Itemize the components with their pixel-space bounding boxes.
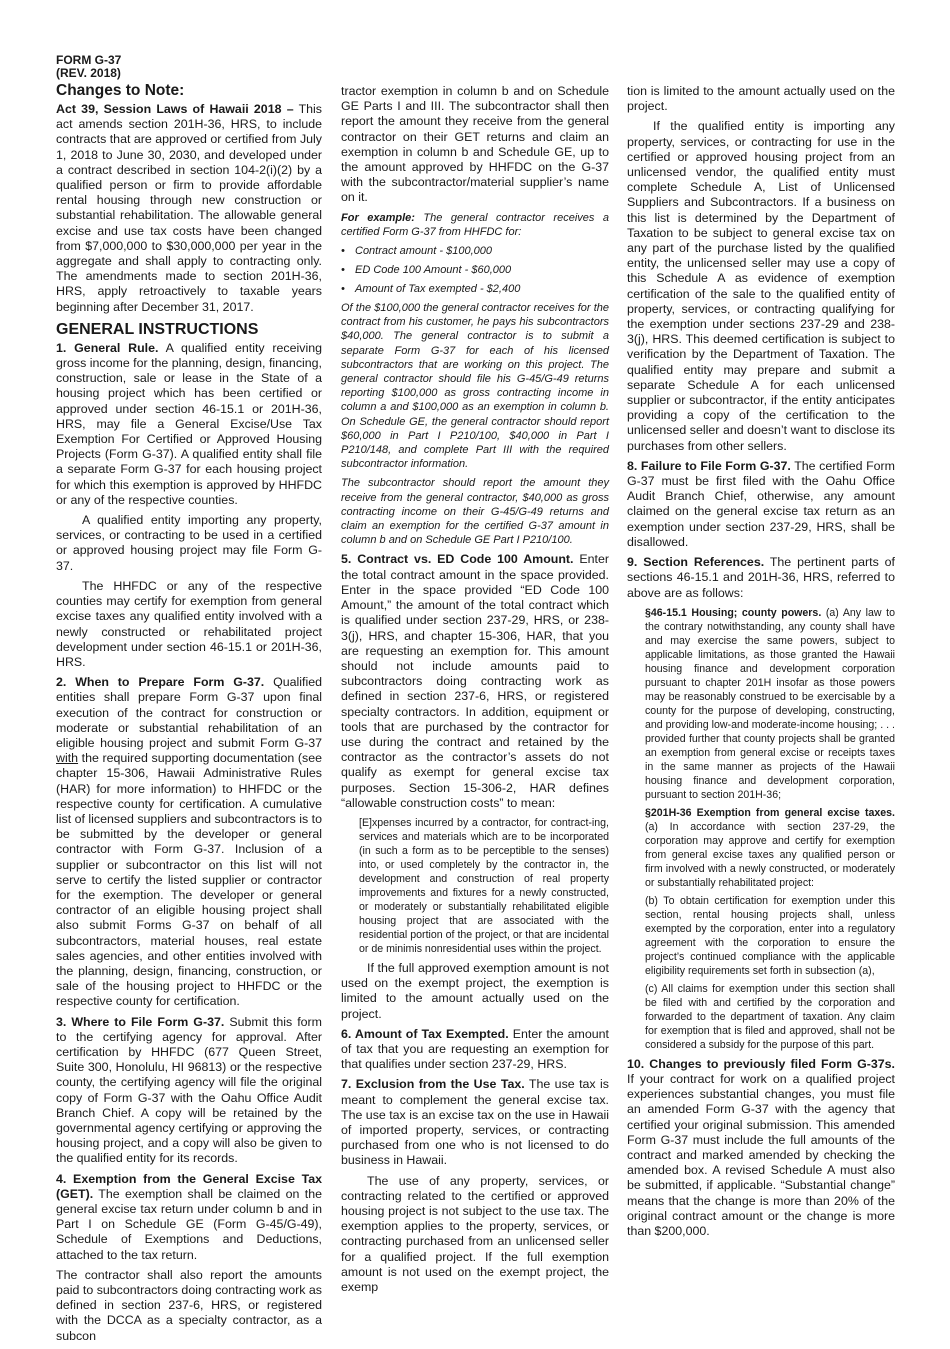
example-paragraph-1: Of the $100,000 the general contractor receives for the contract from his customer, he pays his subcontractors $40,000. The general contractor is to submit a separate Form G-37 for each of his licensed subcontractors that are working on this project. The general contractor should file his G-45/G-49 returns reporting $100,000 as gross contracting income in column a and $100,000 as an exemption in column b. On Schedule GE, the general contractor should report $60,000 in Part I P210/100, $40,000 in Part I P210/148, and complete Part III with the required subcontractor information. [341, 302, 609, 471]
section-7-text: The use tax is meant to complement the general excise tax. The use tax is an excise tax on the use in Hawaii of imported property, services, or contracting purchased from one who is not licensed to do business in Hawaii. [341, 1077, 609, 1168]
statute-201h-36-c: (c) All claims for exemption under this section shall be filed with and certified by the corporation and forwarded to the department of taxation. Any claim for exemption that is filed and approved, shall not be considered a subsidy for the purpose of this part. [645, 982, 895, 1051]
statute-46-15-1-heading: §46-15.1 Housing; county powers. [645, 606, 822, 619]
example-bullet [341, 282, 609, 296]
statute-201h-36-heading: §201H-36 Exemption from general excise taxes. [645, 806, 895, 819]
section-2-underlined-with: with [56, 751, 79, 766]
section-4-text-2-part-2: tractor exemption in column b and on Schedule GE Parts I and III. The subcontractor shall then report the amount they receive from the general contractor on their GET returns and claim an exemption in column b and Schedule GE, up to the amount approved by HHFDC on the G-37 with the subcontractor/material supplier’s name on it. [341, 84, 609, 205]
example-bullet [341, 244, 609, 258]
changes-text: This act amends section 201H-36, HRS, to include contracts that are approved or certified from July 1, 2018 to June 30, 2030, and developed under a contract described in section 104-2(i)(2) by a qualified person or firm to provide affordable rental housing through new construction or substantial rehabilitation. The allowable general excise and use tax costs have been changed from $7,000,000 to $30,000,000 per year in the aggregate and shall apply to contracting only. The amendments made to section 201H-36, HRS, apply retroactively to taxable years beginning after December 31, 2017. [56, 102, 322, 314]
section-9-text: The pertinent parts of sections 46-15.1 and 201H-36, HRS, referred to above are as follows: [627, 555, 895, 600]
form-header [56, 54, 121, 80]
section-3-heading: 3. Where to File Form G-37. [56, 1014, 225, 1029]
section-8-paragraph [627, 459, 895, 550]
section-1-paragraph-2: A qualified entity importing any property, services, or contracting to be used in a certified or approved housing project may file Form G-37. [56, 513, 322, 573]
section-4-paragraph [56, 1172, 322, 1263]
section-1-paragraph [56, 341, 322, 508]
statute-46-15-1-text: (a) Any law to the contrary notwithstanding, any county shall have and may exercise the same powers, subject to applicable limitations, as those granted the Hawaii housing finance and development corporation pursuant to chapter 201H insofar as those powers may be reasonably construed to be exercisable by a county for the purpose of developing, constructing, and providing low-and moderate-income housing; . . . provided further that county projects shall be granted an exemption from general excise or receipts taxes in the same manner as projects of the Hawaii housing finance and development corporation, pursuant to section 201H-36; [645, 606, 895, 801]
section-5-paragraph-2: If the full approved exemption amount is not used on the exempt project, the exemption is limited to the amount actually used on the project. [341, 960, 609, 1021]
section-3-text: Submit this form to the certifying agency for approval. After certification by HHFDC (677 Queen Street, Suite 300, Honolulu, HI 96813) or the respective county, the certifying agency will file the original copy of Form G-37 with the Oahu Office Audit Branch Chief. A copy will be retained by the governmental agency certifying or approving the housing project, and a copy will also be given to the qualified entity for its records. [56, 1014, 322, 1166]
column-middle [341, 84, 609, 1300]
changes-title: Changes to Note: [56, 82, 185, 99]
section-10-text: If your contract for work on a qualified project experiences substantial changes, you must file an amended Form G-37 with the agency that certified your original submission. This amended Form G-37 must include the full amounts of the contract and marked amended by checking the amended box. A revised Schedule A must also be submitted, if applicable. “Substantial change” means that the change is more than 20% of the original contract amount or the change is more than $200,000. [627, 1071, 895, 1238]
section-8-text: The certified Form G-37 must be first filed with the Oahu Office Audit Branch Chief, otherwise, any amount claimed on the general excise tax return as an exemption under section 237-29, HRS, shall be disallowed. [627, 458, 895, 549]
example-bullet [341, 263, 609, 277]
section-4-text-2-part-1: The contractor shall also report the amounts paid to subcontractors doing contracting work as defined in section 237-6, HRS, or registered with the DCCA as a specialty contractor, as a subcon [56, 1267, 322, 1343]
section-1-paragraph-3: The HHFDC or any of the respective counties may certify for exemption from general excise taxes any qualified entity involved with a newly constructed or rehabilitated project development under section 46-15.1 or 201H-36, HRS. [56, 578, 322, 669]
section-6-heading: 6. Amount of Tax Exempted. [341, 1026, 509, 1041]
example-intro [341, 211, 609, 239]
statute-201h-36-text: (a) In accordance with section 237-29, the corporation may approve and certify for exemption from general excise taxes any qualified person or firm involved with a newly constructed, or moderately or substantially rehabilitated project: [645, 820, 895, 889]
allowable-costs-quote-text: [E]xpenses incurred by a contractor, for contract-ing, services and materials which are to be incorporated (in such a form as to be perceptible to the senses) into, or used completely by the contractor in, the development and construction of real property improvements and fixtures for a newly constructed, or moderately or substantially rehabilitated eligible housing project that are associated with the residential portion of the project, or that are incidental or de minimis nonresidential uses within the project. [359, 816, 609, 955]
section-7-text-2-part-2: tion is limited to the amount actually used on the project. [627, 84, 895, 114]
section-7-paragraph [341, 1077, 609, 1168]
statute-46-15-1 [645, 606, 895, 802]
section-6-paragraph [341, 1027, 609, 1073]
section-2-text-a: Qualified entities shall prepare Form G-37 upon final execution of the contract for construction or moderate or substantial rehabilitation of an eligible housing project and submit Form G-37 [56, 675, 322, 750]
section-5-paragraph [341, 552, 609, 810]
changes-lead: Act 39, Session Laws of Hawaii 2018 – [56, 102, 294, 116]
section-10-paragraph [627, 1057, 895, 1239]
example-text: The general contractor receives a certified Form G-37 from HHFDC for: [341, 211, 609, 238]
general-instructions-title: GENERAL INSTRUCTIONS [56, 320, 259, 338]
section-7-paragraph-2-cont [627, 84, 895, 114]
section-2-heading: 2. When to Prepare Form G-37. [56, 675, 265, 690]
section-9-heading: 9. Section References. [627, 555, 765, 570]
section-5-heading: 5. Contract vs. ED Code 100 Amount. [341, 552, 574, 567]
section-2-text-b: the required supporting documentation (see chapter 15-306, Hawaii Administrative Rules (HAR) for more information) to HHFDC or the respective county for certification. A cumulative list of licensed suppliers and subcontractors is to be submitted by the developer or general contractor with Form G-37. Inclusion of a supplier or subcontractor on this list will not serve to certify the listed supplier or contractor for the exemption. The developer or general contractor of an eligible housing project shall also submit Forms G-37 on behalf of all subcontractors, material houses, real estate sales agencies, and other entities involved with the planning, design, financing, construction, or sale of the housing project to HHFDC or the respective county for certification. [56, 751, 322, 1009]
section-4-text: The exemption shall be claimed on the general excise tax return under column b and in Part I on Schedule GE (Form G-45/G-49), Schedule of Exemptions and Deductions, attached to the tax return. [56, 1186, 322, 1262]
section-3-paragraph [56, 1015, 322, 1167]
section-10-heading: 10. Changes to previously filed Form G-37s. [627, 1056, 895, 1071]
section-7-heading: 7. Exclusion from the Use Tax. [341, 1077, 525, 1092]
section-7-paragraph-2-start [341, 1174, 609, 1296]
section-7-text-2-part-1: The use of any property, services, or contracting related to the certified or approved housing project is not subject to the use tax. The exemption applies to the property, services, or contracting purchased from an unlicensed seller for a qualified project. If the full exemption amount is not used on the exempt project, the exemp [341, 1173, 609, 1294]
statute-quotes [645, 606, 895, 1052]
section-4-heading: 4. Exemption from the General Excise Tax (GET). [56, 1171, 322, 1201]
section-5-text: Enter the total contract amount in the space provided. Enter in the space provided “ED Code 100 Amount,” the amount of the total contract which is qualified under section 237-29, HRS, or 238-3(j), HRS, and chapter 15-306, HAR, that you are requesting an exemption for. This amount should not include amounts paid to subcontractors doing contracting work as defined in section 237-6, HRS, or registered specialty contractors. In addition, equipment or tools that are purchased by the contractor for use during the contract and retained by the contractor as the contractor’s assets do not qualify as exempt for general excise tax purposes. Section 15-306-2, HAR defines “allowable construction costs” to mean: [341, 552, 609, 810]
column-left [56, 82, 322, 1349]
form-number: FORM G-37 [56, 53, 122, 67]
column-right [627, 84, 895, 1244]
section-7-paragraph-3: If the qualified entity is importing any property, services, or contracting for use in the certified or approved housing project from an unlicensed vendor, the qualified entity must complete Schedule A, List of Unlicensed Suppliers and Subcontractors. If a business on this list is determined by the Department of Taxation to be subject to general excise tax on any part of the purchase listed by the qualified entity, the unlicensed seller may use a copy of this Schedule A as evidence of exemption certification of the sale to the qualified entity of property, services, or contracting qualifying for the exemption under sections 237-29 and 238-3(j), HRS. This deemed certification is subject to verification by the Department of Taxation. The qualified entity may prepare and submit a separate Schedule A for each unlicensed supplier or subcontractor, if the entity anticipates providing a copy of the certification to the unlicensed seller and doesn’t want to disclose its purchases from other sellers. [627, 119, 895, 453]
example-paragraph-2: The subcontractor should report the amount they receive from the general contractor, $40,000 as gross contracting income on their G-45/G-49 returns and claim an exemption for the certified G-37 amount in column b and on Schedule GE Part I P210/100. [341, 477, 609, 547]
changes-paragraph [56, 102, 322, 315]
bullet-text: Amount of Tax exempted - $2,400 [355, 283, 521, 296]
bullet-icon: • [341, 245, 345, 258]
section-4-paragraph-2-cont [341, 84, 609, 206]
statute-201h-36 [645, 806, 895, 890]
statute-201h-36-b: (b) To obtain certification for exemption under this section, rental housing projects shall, unless exempted by the corporation, enter into a regulatory agreement with the corporation to ensure the project’s continued compliance with the applicable eligibility requirements set forth in subsection (a), [645, 894, 895, 977]
example-lead: For example: [341, 211, 415, 224]
bullet-icon: • [341, 264, 345, 277]
bullet-icon: • [341, 283, 345, 296]
bullet-text: ED Code 100 Amount - $60,000 [355, 264, 512, 277]
section-2-paragraph [56, 675, 322, 1009]
section-6-text: Enter the amount of tax that you are requesting an exemption for that qualifies under section 237-29, HRS. [341, 1026, 609, 1072]
section-1-heading: 1. General Rule. [56, 340, 159, 355]
bullet-text: Contract amount - $100,000 [355, 245, 492, 258]
section-1-text: A qualified entity receiving gross income for the planning, design, financing, construction, sale or lease in the State of a housing project which has been certified or approved under section 46-15.1 or 201H-36, HRS, may file a General Excise/Use Tax Exemption For Certified or Approved Housing Projects (Form G-37). A qualified entity shall file a separate Form G-37 for each housing project for which this exemption is approved by HHFDC or any of the respective counties. [56, 340, 323, 507]
section-8-heading: 8. Failure to File Form G-37. [627, 458, 791, 473]
allowable-costs-quote [359, 816, 609, 956]
form-revision: (REV. 2018) [56, 66, 121, 80]
section-9-paragraph [627, 555, 895, 601]
section-4-paragraph-2-start [56, 1268, 322, 1344]
